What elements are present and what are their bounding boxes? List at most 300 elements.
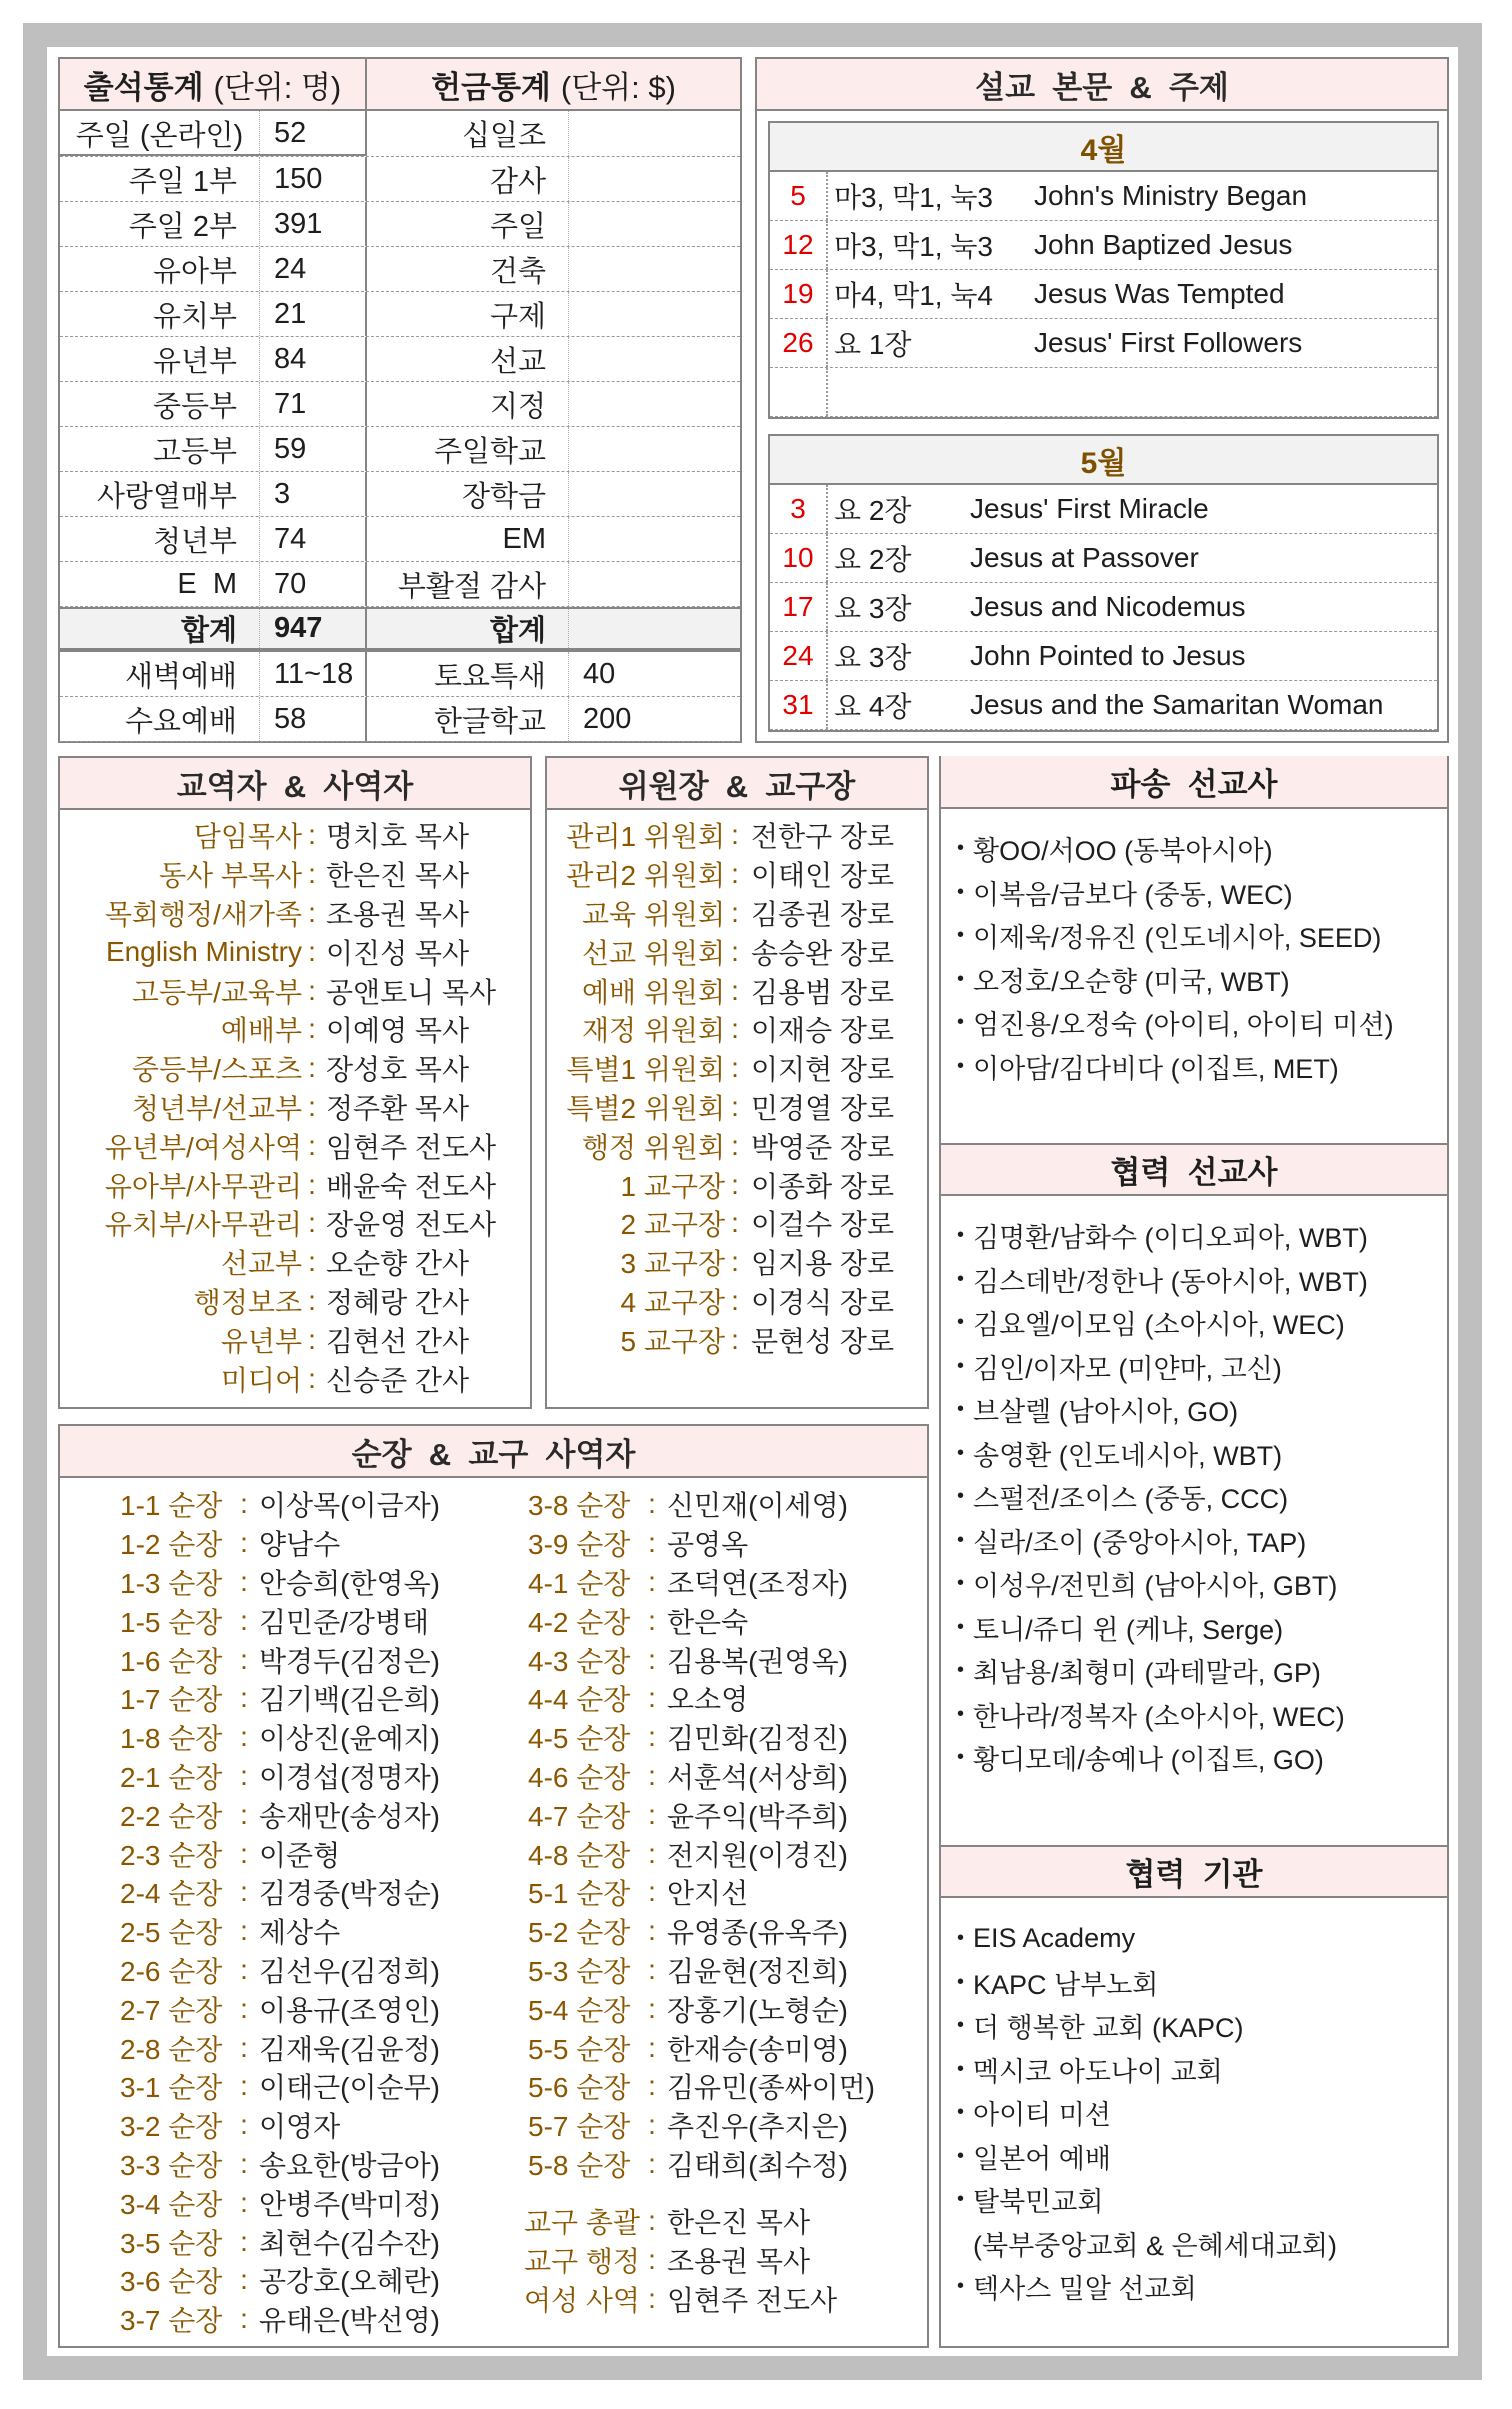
staff-title: 교역자 & 사역자: [60, 758, 530, 810]
cell-leader-name: 송재만(송성자): [259, 1800, 440, 1832]
sermon-topic: Jesus' First Miracle: [970, 493, 1209, 524]
cell-role: 1-8 순장: [120, 1723, 223, 1755]
cell-leader-name: 이준형: [259, 1839, 341, 1871]
committee-item: [547, 816, 927, 855]
staff-item: [60, 1126, 530, 1165]
missionary-item: [941, 871, 1447, 915]
cell-role: 4-5 순장: [528, 1723, 631, 1755]
sermon-date: 26: [770, 319, 828, 367]
missionary-item: [941, 914, 1447, 958]
missionary-text: 김요엘/이모임 (소아시아, WEC): [973, 1310, 1345, 1341]
cell-role: 3-5 순장: [120, 2227, 223, 2259]
attendance-value: 21: [260, 292, 367, 336]
offering-label: 주일학교: [367, 427, 569, 471]
colon: :: [308, 896, 316, 928]
cell-leader-name: 이태근(이순무): [259, 2072, 440, 2104]
district-leader-name: 조용권 목사: [667, 2246, 811, 2278]
colon: :: [648, 1876, 656, 1908]
special-label: 한글학교: [367, 697, 569, 741]
colon: :: [308, 935, 316, 967]
colon: :: [240, 2303, 248, 2335]
sermon-scripture: 요 4장: [834, 691, 912, 722]
cell-role: 5-8 순장: [528, 2149, 631, 2181]
colon: :: [648, 1682, 656, 1714]
cell-leader-item: [120, 2183, 440, 2222]
colon: :: [240, 2264, 248, 2296]
missionary-text: 엄진용/오정숙 (아이티, 아이티 미션): [973, 1010, 1394, 1041]
staff-item: [60, 1320, 530, 1359]
committee-name: 박영준 장로: [751, 1131, 895, 1163]
colon: :: [731, 1246, 739, 1278]
offering-label: 선교: [367, 337, 569, 381]
cell-leader-item: [528, 1640, 875, 1679]
sermon-date: 31: [770, 681, 828, 729]
staff-role: 유치부/사무관리: [104, 1209, 302, 1241]
cell-role: 5-2 순장: [528, 1917, 631, 1949]
partner-missionaries-list: [941, 1214, 1447, 1780]
cell-leader-name: 김윤현(정진희): [667, 1955, 848, 1987]
colon: :: [240, 1915, 248, 1947]
sermon-row: [770, 485, 1437, 534]
colon: :: [240, 1876, 248, 1908]
cell-leader-name: 김태희(최수정): [667, 2149, 848, 2181]
colon: :: [240, 1721, 248, 1753]
staff-item: [60, 1282, 530, 1321]
cell-role: 4-6 순장: [528, 1761, 631, 1793]
sermon-row: [770, 319, 1437, 368]
district-leaders: [524, 2202, 837, 2318]
sermon-scripture: 요 2장: [834, 544, 912, 575]
bullet-icon: •: [957, 967, 965, 990]
colon: :: [731, 858, 739, 890]
offering-value: [569, 382, 740, 426]
district-role: 교구 총괄: [524, 2207, 640, 2239]
sent-missionaries-list: [941, 827, 1447, 1088]
staff-name: 이진성 목사: [326, 937, 470, 969]
cell-role: 4-7 순장: [528, 1800, 631, 1832]
colon: :: [308, 1013, 316, 1045]
colon: :: [240, 1488, 248, 1520]
special-label: 토요특새: [367, 652, 569, 696]
staff-role: 동사 부목사: [158, 860, 302, 892]
committee-panel: [545, 756, 929, 1409]
sermon-scripture: 마3, 막1, 눅3: [834, 231, 993, 262]
colon: :: [648, 1798, 656, 1830]
org-item: [941, 2004, 1447, 2048]
cell-leader-item: [528, 1524, 875, 1563]
cell-leader-item: [120, 1834, 440, 1873]
offering-label: 주일: [367, 202, 569, 246]
colon: :: [731, 896, 739, 928]
cell-role: 2-7 순장: [120, 1994, 223, 2026]
committee-title: 위원장 & 교구장: [547, 758, 927, 810]
cell-leaders-left: [120, 1485, 440, 2339]
cell-leader-name: 김민화(김정진): [667, 1723, 848, 1755]
cell-leader-name: 김기백(김은희): [259, 1684, 440, 1716]
org-text: 텍사스 밀알 선교회: [973, 2274, 1197, 2305]
staff-role: 담임목사: [193, 821, 302, 853]
sermon-scripture: 요 2장: [834, 495, 912, 526]
attendance-label: 주일 (온라인): [60, 111, 260, 156]
cell-leader-item: [120, 1873, 440, 1912]
offering-label: 장학금: [367, 472, 569, 516]
bullet-icon: •: [957, 2014, 965, 2037]
committee-role: 2 교구장: [620, 1209, 725, 1241]
colon: :: [648, 2109, 656, 2141]
stats-total-row: [60, 607, 740, 652]
missionary-item: [941, 958, 1447, 1002]
colon: :: [240, 1682, 248, 1714]
staff-role: English Ministry: [105, 935, 302, 967]
staff-role: 중등부/스포츠: [131, 1054, 302, 1086]
org-text: 멕시코 아도나이 교회: [973, 2056, 1223, 2087]
attendance-label: 유치부: [60, 292, 260, 336]
stats-rows: [60, 156, 740, 607]
cell-role: 5-4 순장: [528, 1994, 631, 2026]
cell-leader-item: [120, 2028, 440, 2067]
cell-role: 3-7 순장: [120, 2305, 223, 2337]
colon: :: [648, 1643, 656, 1675]
cell-leader-name: 장홍기(노형순): [667, 1994, 848, 2026]
staff-item: [60, 971, 530, 1010]
cell-leader-item: [528, 1834, 875, 1873]
org-text: EIS Academy: [973, 1923, 1136, 1954]
attendance-value: 84: [260, 337, 367, 381]
colon: :: [240, 2186, 248, 2218]
colon: :: [648, 1488, 656, 1520]
missionary-item: [941, 1301, 1447, 1345]
missionary-item: [941, 1736, 1447, 1780]
committee-name: 이지현 장로: [751, 1054, 895, 1086]
colon: :: [731, 1013, 739, 1045]
staff-role: 고등부/교육부: [131, 976, 302, 1008]
partner-orgs-list: [941, 1917, 1447, 2309]
cell-leader-name: 최현수(김수잔): [259, 2227, 440, 2259]
offering-value: [569, 472, 740, 516]
special-value: 200: [583, 702, 632, 735]
cell-leader-item: [528, 2145, 875, 2184]
sermon-topic: Jesus Was Tempted: [1034, 278, 1285, 309]
offering-title: 헌금통계: [431, 69, 551, 105]
staff-name: 정주환 목사: [326, 1092, 470, 1124]
sermon-scripture: 요 3장: [834, 593, 912, 624]
committee-item: [547, 971, 927, 1010]
colon: :: [240, 2031, 248, 2063]
cell-leader-item: [120, 1485, 440, 1524]
org-text: 더 행복한 교회 (KAPC): [973, 2013, 1244, 2044]
cell-role: 3-3 순장: [120, 2149, 223, 2181]
staff-name: 임현주 전도사: [326, 1131, 497, 1163]
committee-name: 민경열 장로: [751, 1092, 895, 1124]
colon: :: [308, 1168, 316, 1200]
attendance-label: 청년부: [60, 517, 260, 561]
cell-leader-item: [120, 2145, 440, 2184]
cell-leader-name: 이영자: [259, 2111, 341, 2143]
cell-leader-name: 박경두(김정은): [259, 1645, 440, 1677]
attendance-value: 3: [260, 472, 367, 516]
cell-leader-item: [528, 1679, 875, 1718]
cell-leader-item: [120, 2261, 440, 2300]
committee-name: 문현성 장로: [751, 1325, 895, 1357]
committee-name: 전한구 장로: [751, 821, 895, 853]
district-role: 여성 사역: [524, 2285, 640, 2316]
district-leader-item: [524, 2202, 837, 2241]
missionary-text: 황OO/서OO (동북아시아): [973, 836, 1273, 867]
partner-orgs-title: 협력 기관: [941, 1845, 1447, 1898]
service-value: 58: [260, 697, 367, 741]
committee-role: 교육 위원회: [581, 899, 725, 930]
bullet-icon: •: [957, 1970, 965, 1993]
cell-leader-item: [120, 1718, 440, 1757]
org-text: 일본어 예배: [973, 2143, 1111, 2174]
staff-role: 유년부/여성사역: [104, 1131, 302, 1163]
bullet-icon: •: [957, 1011, 965, 1034]
bullet-icon: •: [957, 1485, 965, 1508]
cell-role: 1-6 순장: [120, 1645, 223, 1677]
staff-name: 공앤토니 목사: [326, 976, 497, 1008]
colon: :: [731, 1052, 739, 1084]
bullet-icon: •: [957, 1615, 965, 1638]
colon: :: [648, 1953, 656, 1985]
sermon-date: 24: [770, 632, 828, 680]
sermon-row: [770, 221, 1437, 270]
colon: :: [731, 1323, 739, 1355]
org-continuation: [941, 2222, 1447, 2266]
attendance-value: 391: [260, 202, 367, 246]
committee-role: 5 교구장: [620, 1325, 725, 1357]
cell-leader-item: [120, 2222, 440, 2261]
org-item: [941, 2048, 1447, 2092]
colon: :: [731, 1207, 739, 1239]
sermon-topic: John Pointed to Jesus: [970, 640, 1246, 671]
special-value: 40: [583, 657, 616, 690]
committee-name: 이태인 장로: [751, 860, 895, 892]
sermon-row: [770, 534, 1437, 583]
cell-leader-item: [528, 1601, 875, 1640]
stats-row: [60, 427, 740, 472]
missionary-item: [941, 1475, 1447, 1519]
org-item: [941, 2265, 1447, 2309]
bullet-icon: •: [957, 2144, 965, 2167]
bullet-icon: •: [957, 1659, 965, 1682]
offering-value: [569, 157, 740, 201]
org-text: 아이티 미션: [973, 2100, 1111, 2131]
committee-role: 재정 위원회: [581, 1015, 725, 1047]
cell-leader-item: [120, 2300, 440, 2339]
sermon-topic: John Baptized Jesus: [1034, 229, 1293, 260]
committee-item: [547, 855, 927, 894]
staff-name: 장윤영 전도사: [326, 1209, 497, 1241]
cell-leader-item: [528, 1757, 875, 1796]
cell-leader-item: [528, 1912, 875, 1951]
colon: :: [648, 1759, 656, 1791]
missions-panel: [939, 756, 1449, 2348]
sermon-scripture: 마3, 막1, 눅3: [834, 182, 993, 213]
colon: :: [240, 1798, 248, 1830]
staff-name: 한은진 목사: [326, 860, 470, 892]
cell-leader-name: 안지선: [667, 1878, 749, 1910]
cell-leader-name: 제상수: [259, 1917, 341, 1949]
committee-role: 관리2 위원회: [566, 860, 725, 892]
cell-leader-item: [120, 1795, 440, 1834]
cell-leader-item: [120, 1601, 440, 1640]
cell-leader-name: 김유민(종싸이먼): [667, 2072, 875, 2104]
missionary-text: 이제욱/정유진 (인도네시아, SEED): [973, 923, 1382, 954]
cell-role: 2-4 순장: [120, 1878, 223, 1910]
staff-role: 청년부/선교부: [131, 1092, 302, 1124]
cell-leader-item: [120, 1640, 440, 1679]
attendance-value: 52: [260, 111, 367, 156]
cell-role: 5-3 순장: [528, 1955, 631, 1987]
bullet-icon: •: [957, 1746, 965, 1769]
colon: :: [648, 1565, 656, 1597]
staff-name: 신승준 간사: [326, 1364, 470, 1396]
committee-role: 3 교구장: [620, 1248, 725, 1280]
district-role: 교구 행정: [524, 2246, 640, 2278]
cell-leaders-title: 순장 & 교구 사역자: [60, 1426, 927, 1478]
sermon-row: [770, 583, 1437, 632]
cell-leader-name: 전지원(이경진): [667, 1839, 848, 1871]
cell-role: 2-2 순장: [120, 1800, 223, 1832]
colon: :: [308, 858, 316, 890]
colon: :: [240, 1759, 248, 1791]
cell-leader-name: 이상목(이금자): [259, 1490, 440, 1522]
committee-item: [547, 894, 927, 933]
attendance-unit: (단위: 명): [213, 69, 342, 105]
colon: :: [308, 974, 316, 1006]
service-label: 새벽예배: [60, 652, 260, 696]
offering-header: [367, 59, 740, 109]
committee-item: [547, 1049, 927, 1088]
sermon-scripture: 요 1장: [834, 329, 912, 360]
bullet-icon: •: [957, 1398, 965, 1421]
colon: :: [648, 1915, 656, 1947]
colon: :: [240, 2225, 248, 2257]
colon: :: [731, 935, 739, 967]
cell-role: 3-2 순장: [120, 2111, 223, 2143]
colon: :: [648, 1721, 656, 1753]
missionary-item: [941, 1214, 1447, 1258]
cell-role: 3-6 순장: [120, 2266, 223, 2298]
district-leader-item: [524, 2280, 837, 2319]
missionary-item: [941, 1606, 1447, 1650]
stats-row: [60, 562, 740, 607]
missionary-text: 한나라/정복자 (소아시아, WEC): [973, 1701, 1345, 1732]
stats-header: [60, 59, 740, 111]
bullet-icon: •: [957, 2057, 965, 2080]
sent-missionaries-title: 파송 선교사: [941, 756, 1447, 809]
missionary-text: 실라/조이 (중앙아시아, TAP): [973, 1527, 1307, 1558]
cell-role: 1-5 순장: [120, 1606, 223, 1638]
offering-value: [569, 427, 740, 471]
committee-item: [547, 1204, 927, 1243]
cell-leader-name: 신민재(이세영): [667, 1490, 848, 1522]
offering-value: [569, 247, 740, 291]
colon: :: [648, 2205, 656, 2237]
committee-name: 송승완 장로: [751, 937, 895, 969]
org-item: [941, 1961, 1447, 2005]
colon: :: [308, 1362, 316, 1394]
sermon-row: [770, 681, 1437, 730]
stats-row: [60, 337, 740, 382]
staff-item: [60, 1088, 530, 1127]
colon: :: [308, 1207, 316, 1239]
missionary-text: 황디모데/송예나 (이집트, GO): [973, 1745, 1324, 1776]
sermon-panel: [755, 57, 1449, 743]
stats-row: [60, 157, 740, 202]
cell-role: 5-7 순장: [528, 2111, 631, 2143]
missionary-text: 이아담/김다비다 (이집트, MET): [973, 1053, 1339, 1084]
cell-role: 4-4 순장: [528, 1684, 631, 1716]
cell-leader-item: [528, 1563, 875, 1602]
sermon-row: [770, 172, 1437, 221]
cell-leader-name: 양남수: [259, 1529, 341, 1561]
cell-leader-name: 유영종(유옥주): [667, 1917, 848, 1949]
attendance-title: 출석통계: [83, 69, 204, 105]
committee-name: 이경식 장로: [751, 1286, 895, 1318]
committee-item: [547, 1126, 927, 1165]
sermon-date: 19: [770, 270, 828, 318]
cell-leader-item: [528, 2106, 875, 2145]
bullet-icon: •: [957, 837, 965, 860]
staff-name: 배윤숙 전도사: [326, 1170, 497, 1202]
attendance-header: [60, 59, 367, 109]
cell-leader-item: [528, 1718, 875, 1757]
bullet-icon: •: [957, 2275, 965, 2298]
cell-leader-name: 이경섭(정명자): [259, 1761, 440, 1793]
colon: :: [648, 2282, 656, 2314]
cell-role: 5-6 순장: [528, 2072, 631, 2104]
bullet-icon: •: [957, 1267, 965, 1290]
missionary-text: 이복음/금보다 (중동, WEC): [973, 879, 1293, 910]
district-leader-name: 임현주 전도사: [667, 2285, 838, 2316]
missionary-text: 송영환 (인도네시아, WBT): [973, 1440, 1283, 1471]
cell-role: 3-9 순장: [528, 1529, 631, 1561]
committee-list: [547, 810, 927, 1359]
staff-item: [60, 1204, 530, 1243]
cell-role: 4-3 순장: [528, 1645, 631, 1677]
offering-value: [569, 562, 740, 606]
colon: :: [308, 1284, 316, 1316]
bullet-icon: •: [957, 1441, 965, 1464]
committee-name: 이재승 장로: [751, 1015, 895, 1047]
committee-item: [547, 1320, 927, 1359]
sermon-row: [770, 368, 1437, 417]
staff-item: [60, 1243, 530, 1282]
sermon-date: [770, 368, 828, 416]
offering-label: 감사: [367, 157, 569, 201]
cell-leader-name: 이용규(조영인): [259, 1994, 440, 2026]
missionary-text: 김명환/남화수 (이디오피아, WBT): [973, 1223, 1368, 1254]
cell-role: 2-3 순장: [120, 1839, 223, 1871]
colon: :: [731, 1284, 739, 1316]
sermon-topic: Jesus and the Samaritan Woman: [970, 689, 1384, 720]
cell-role: 4-8 순장: [528, 1839, 631, 1871]
district-leader-item: [524, 2241, 837, 2280]
org-text: KAPC 남부노회: [973, 1969, 1159, 2000]
attendance-label: 주일 2부: [60, 202, 260, 246]
colon: :: [240, 1527, 248, 1559]
cell-leader-name: 서훈석(서상희): [667, 1761, 848, 1793]
org-item: [941, 2091, 1447, 2135]
cell-leader-name: 김경중(박정순): [259, 1878, 440, 1910]
stats-row: [60, 247, 740, 292]
missionary-item: [941, 1432, 1447, 1476]
org-continuation-text: (북부중앙교회 & 은혜세대교회): [973, 2230, 1337, 2261]
sermon-date: 10: [770, 534, 828, 582]
committee-item: [547, 932, 927, 971]
cell-leader-item: [120, 1679, 440, 1718]
